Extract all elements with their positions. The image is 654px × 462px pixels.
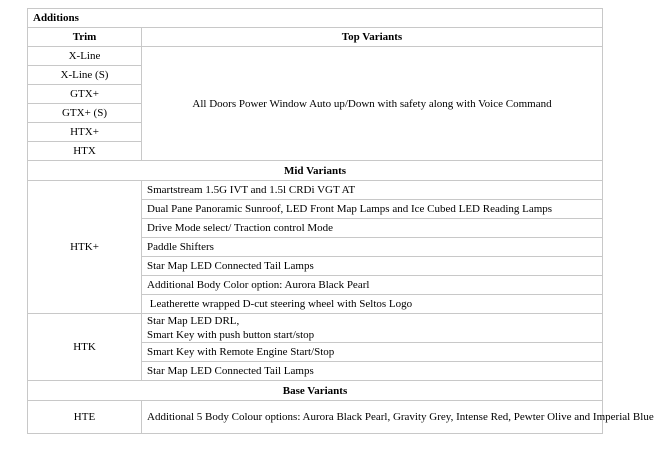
table-row xyxy=(28,314,603,343)
trim-cell: HTE xyxy=(28,401,142,434)
feature-cell: Smart Key with Remote Engine Start/Stop xyxy=(142,343,603,362)
feature-cell: Smartstream 1.5G IVT and 1.5l CRDi VGT AT xyxy=(142,181,603,200)
trim-column-header: Trim xyxy=(28,28,142,47)
trim-cell: HTX+ xyxy=(28,123,142,142)
column-header-row xyxy=(28,28,603,47)
feature-cell: Leatherette wrapped D-cut steering wheel with Seltos Logo xyxy=(142,295,603,314)
trim-cell: GTX+ (S) xyxy=(28,104,142,123)
top-variant-feature: All Doors Power Window Auto up/Down with safety along with Voice Command xyxy=(142,47,603,161)
feature-cell: Drive Mode select/ Traction control Mode xyxy=(142,219,603,238)
table-row xyxy=(28,181,603,200)
feature-cell: Additional Body Color option: Aurora Black Pearl xyxy=(142,276,603,295)
table-row xyxy=(28,401,603,434)
trim-cell: HTX xyxy=(28,142,142,161)
table-row xyxy=(28,47,603,66)
feature-cell: Paddle Shifters xyxy=(142,238,603,257)
table-title-row xyxy=(28,9,603,28)
feature-cell: Star Map LED Connected Tail Lamps xyxy=(142,362,603,381)
section-header-row xyxy=(28,161,603,181)
base-variants-header: Base Variants xyxy=(28,381,603,401)
mid-variants-header: Mid Variants xyxy=(28,161,603,181)
trim-cell: GTX+ xyxy=(28,85,142,104)
section-header-row xyxy=(28,381,603,401)
feature-cell: Additional 5 Body Colour options: Aurora Black Pearl, Gravity Grey, Intense Red, Pewter Olive and Imperial Blue xyxy=(142,401,603,434)
variants-table xyxy=(27,8,654,434)
feature-cell: Dual Pane Panoramic Sunroof, LED Front Map Lamps and Ice Cubed LED Reading Lamps xyxy=(142,200,603,219)
top-variants-header: Top Variants xyxy=(142,28,603,47)
trim-cell: X-Line xyxy=(28,47,142,66)
feature-cell xyxy=(142,314,603,343)
trim-cell: X-Line (S) xyxy=(28,66,142,85)
trim-cell: HTK xyxy=(28,314,142,381)
feature-line: Smart Key with push button start/stop xyxy=(147,329,315,341)
feature-cell: Star Map LED Connected Tail Lamps xyxy=(142,257,603,276)
feature-line: Star Map LED DRL, xyxy=(147,315,240,327)
trim-cell: HTK+ xyxy=(28,181,142,314)
table-title: Additions xyxy=(28,9,603,28)
